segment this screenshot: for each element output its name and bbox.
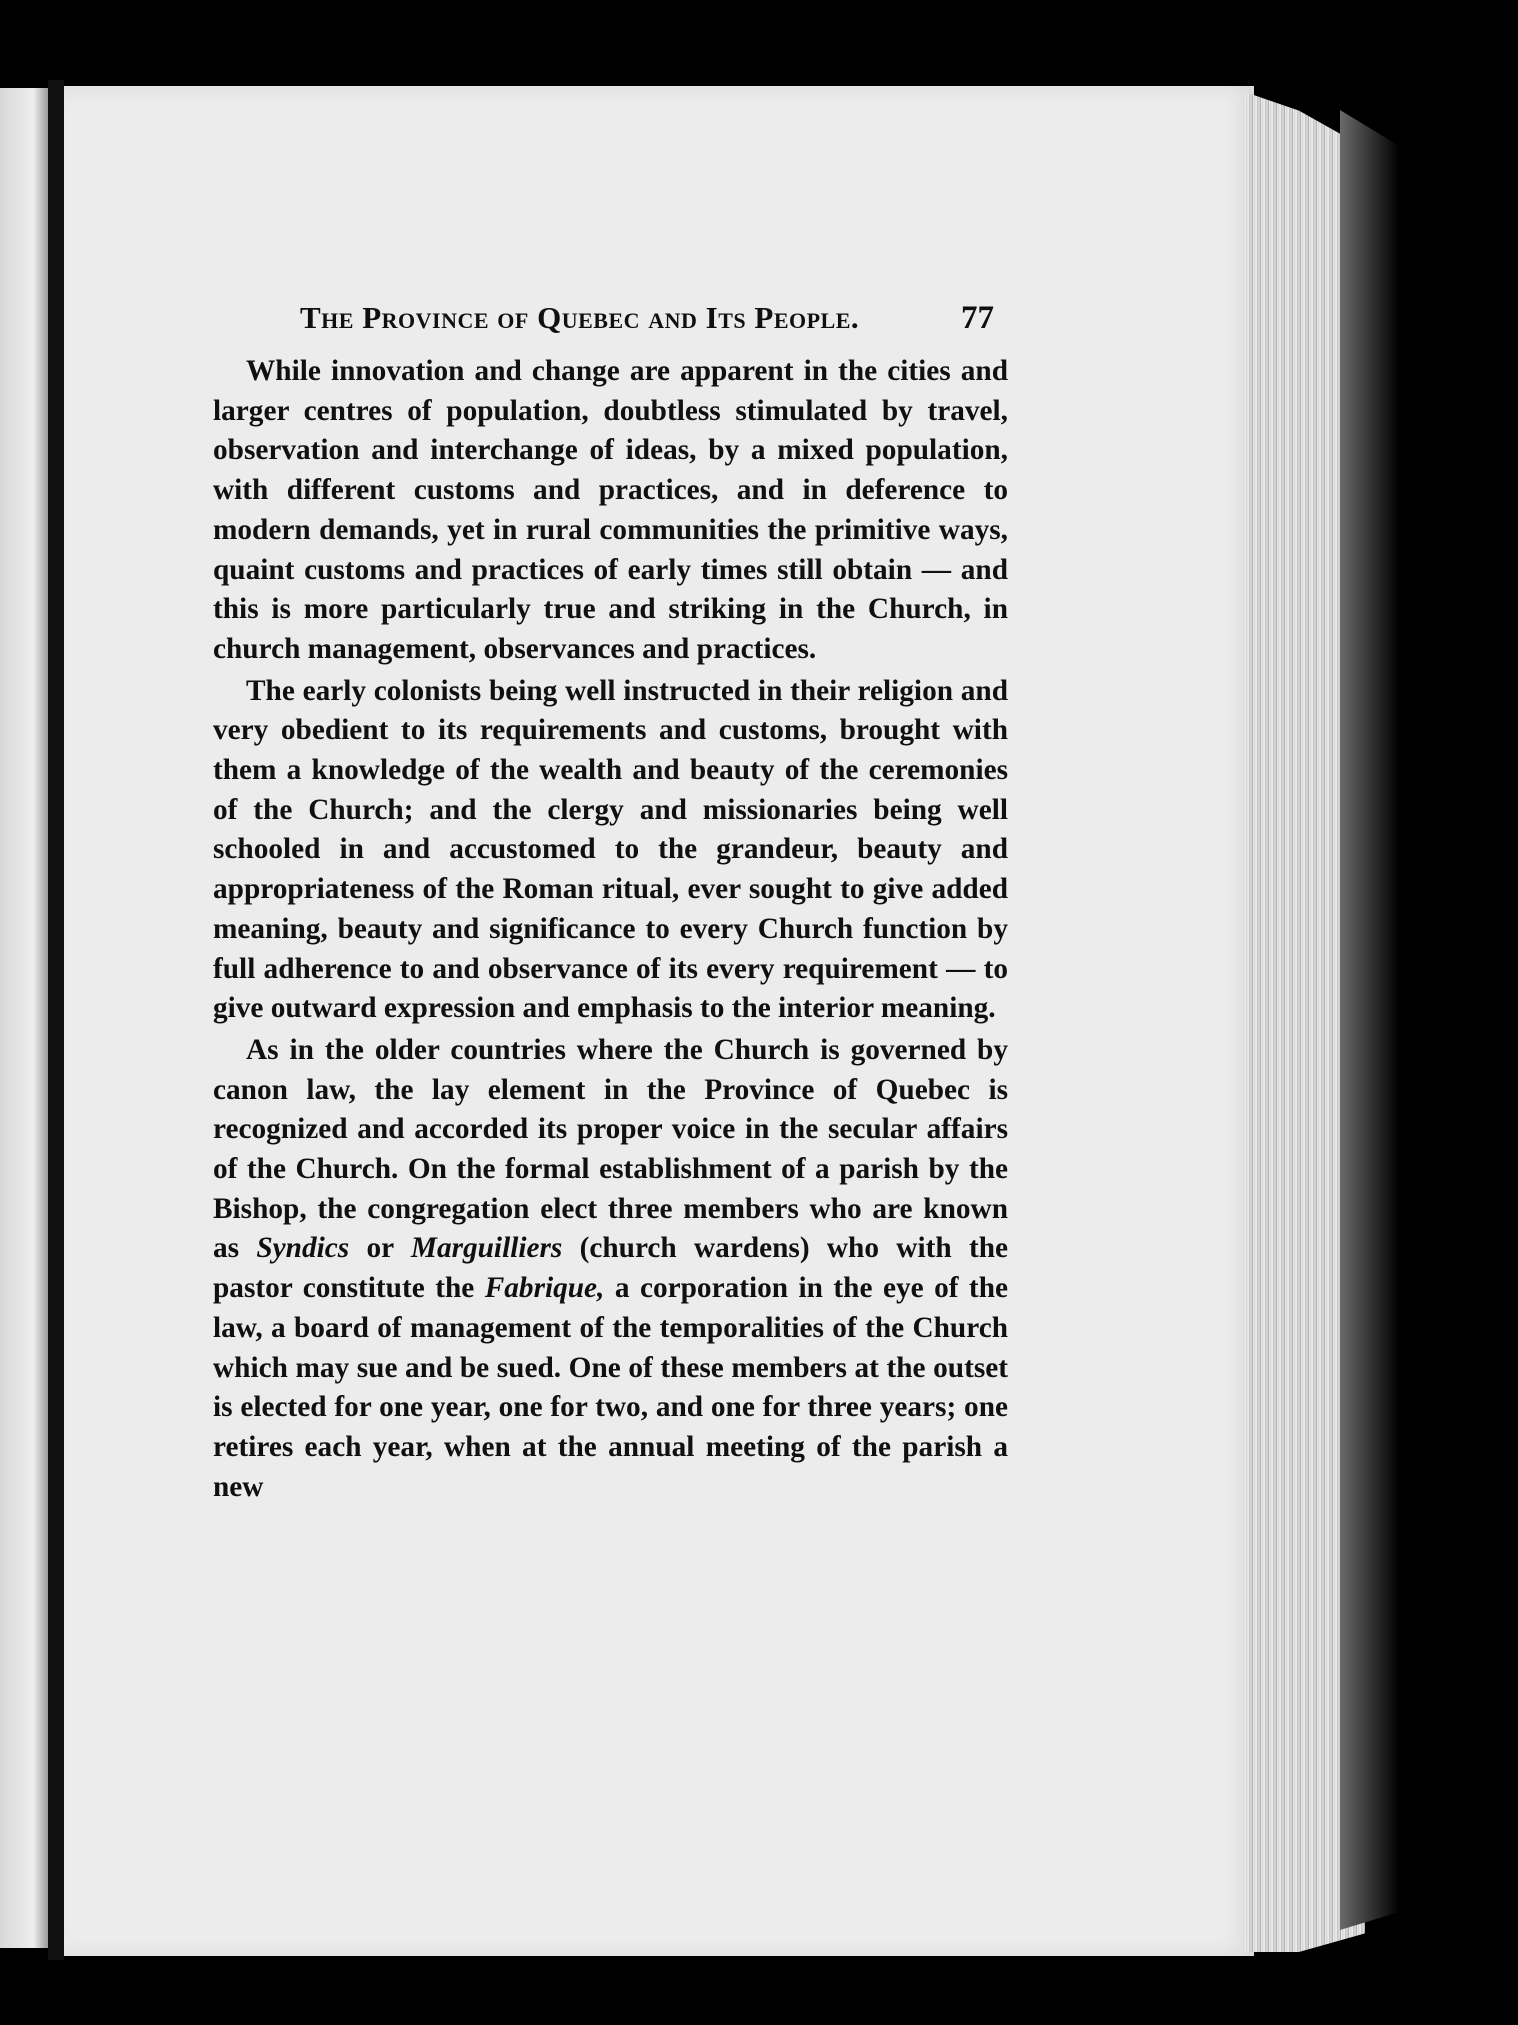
italic-term: Syndics	[256, 1232, 350, 1265]
paragraph	[213, 672, 1008, 1029]
italic-term: Fabrique,	[484, 1272, 605, 1305]
italic-term: Marguilliers	[410, 1232, 563, 1265]
page-number: 77	[961, 300, 994, 336]
left-page-edge	[0, 88, 48, 1948]
text-run: (church wardens) who with the pastor constitute the	[213, 1232, 1008, 1305]
running-head	[213, 300, 1008, 340]
running-head-title: The Province of Quebec and Its People.	[300, 300, 860, 335]
text-run: As in the older countries where the Church is governed by canon law, the lay element in the Province of Quebec is recognized and accorded its proper voice in the secular affairs of the Church. On the formal establishment of a parish by the Bishop, the congregation elect three members who are known as	[213, 1033, 1008, 1265]
text-run: The early colonists being well instructed in their religion and very obedient to its requirements and customs, brought with them a knowledge of the wealth and beauty of the ceremonies of the Church; and the clergy and missionaries being well schooled in and accustomed to the grandeur, beauty and appropriateness of the Roman ritual, ever sought to give added meaning, beauty and significance to every Church function by full adherence to and observance of its every requirement — to give outward expression and emphasis to the interior meaning.	[213, 674, 1008, 1025]
text-run: or	[349, 1232, 411, 1265]
book-gutter	[48, 80, 64, 1960]
paragraph	[213, 352, 1008, 670]
page-text-block	[213, 300, 1008, 1507]
text-run: a corporation in the eye of the law, a board of management of the temporalities of the Church which may sue and be sued. One of these members at the outset is elected for one year, one for two, and one for three years; one retires each year, when at the annual meeting of the parish a new	[213, 1272, 1008, 1503]
paragraph	[213, 1031, 1008, 1507]
book-edge-shadow	[1340, 110, 1400, 1930]
text-run: While innovation and change are apparent in the cities and larger centres of population, doubtless stimulated by travel, observation and interchange of ideas, by a mixed population, with different customs and practices, and in deference to modern demands, yet in rural communities the primitive ways, quaint customs and practices of early times still obtain — and this is more particularly true and striking in the Church, in church management, observances and practices.	[213, 355, 1008, 665]
